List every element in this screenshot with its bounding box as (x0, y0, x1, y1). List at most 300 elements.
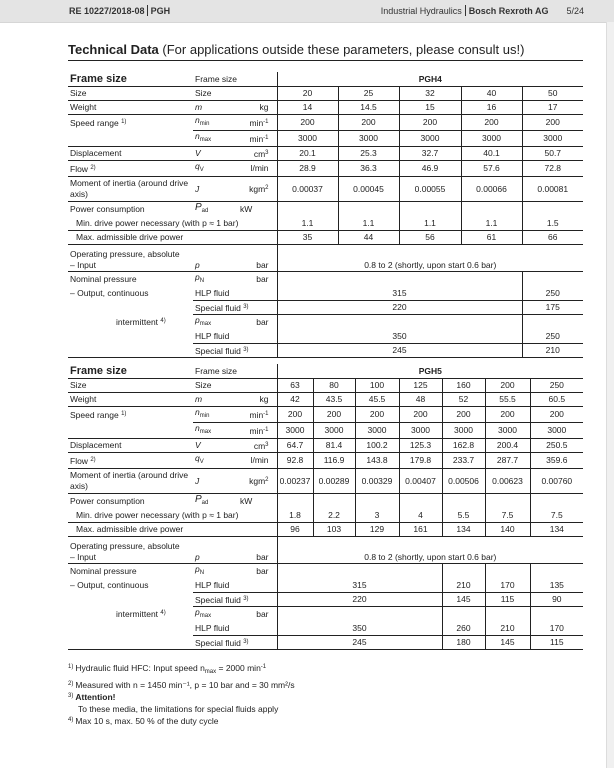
cell: 92.8 (277, 453, 313, 469)
cell: 16 (461, 101, 522, 115)
cell: 3 (355, 509, 399, 523)
page-number: 5/24 (566, 6, 584, 16)
row-label: Power consumption (70, 204, 145, 214)
row-unit: bar (256, 274, 269, 284)
row-unit (238, 147, 277, 161)
cell: 162.8 (442, 439, 485, 453)
cell: 1.5 (522, 217, 583, 231)
row-symbol: HLP fluid (193, 622, 277, 636)
footnote-text: Hydraulic fluid HFC: Input speed n (75, 663, 205, 673)
cell: 350 (277, 330, 522, 344)
cell: 200 (313, 407, 355, 423)
cell (530, 564, 583, 580)
row-symbol (193, 593, 277, 607)
cell: 250 (522, 287, 583, 301)
cell: 35 (277, 231, 338, 245)
cell (277, 607, 442, 623)
row-symbol (193, 423, 238, 439)
subscript: max (199, 321, 212, 327)
row-symbol: HLP fluid (193, 330, 277, 344)
label-text: intermittent (116, 317, 159, 328)
cell: 170 (530, 622, 583, 636)
cell: 25 (338, 87, 399, 101)
row-label: Weight (68, 101, 193, 115)
row-unit (238, 177, 277, 202)
symbol: p (195, 564, 200, 574)
page-title (68, 42, 583, 61)
row-label: Max. admissible drive power (68, 523, 277, 537)
table-row (68, 231, 583, 245)
cell: 134 (530, 523, 583, 537)
row-symbol (193, 131, 238, 147)
footnote-title: Attention! (75, 692, 116, 702)
symbol: n (195, 407, 200, 417)
footnote-ref: 2) (90, 456, 96, 463)
table-row (68, 579, 583, 593)
cell: 145 (485, 636, 530, 650)
cell: 50.7 (522, 147, 583, 161)
footnote-text: = 2000 min (216, 663, 261, 673)
cell: 3000 (530, 423, 583, 439)
row-unit: kg (238, 393, 277, 407)
subscript: V (199, 167, 204, 173)
cell: 20.1 (277, 147, 338, 161)
cell: 1.1 (338, 217, 399, 231)
row-label (68, 131, 193, 147)
cell: 200 (277, 115, 338, 131)
cell: 200 (485, 407, 530, 423)
frame-size-row (68, 364, 583, 379)
row-symbol: p (193, 537, 238, 564)
row-label: Max. admissible drive power (68, 231, 277, 245)
unit: cm (253, 148, 266, 159)
symbol: n (195, 131, 200, 141)
table-row (68, 407, 583, 423)
row-unit (238, 407, 277, 423)
cell (530, 607, 583, 623)
row-unit (238, 131, 277, 147)
footnote-1 (68, 662, 295, 679)
cell: 350 (277, 622, 442, 636)
cell: 7.5 (485, 509, 530, 523)
table-row (68, 131, 583, 147)
row-unit: kW (240, 496, 253, 506)
superscript: -1 (260, 664, 267, 670)
cell: 56 (399, 231, 461, 245)
cell: 315 (277, 287, 522, 301)
cell: 36.3 (338, 161, 399, 177)
superscript: -1 (263, 410, 269, 417)
unit: kgm (249, 476, 266, 486)
row-unit: l/min (238, 161, 277, 177)
label-text: – Input (70, 260, 96, 270)
cell: 140 (485, 523, 530, 537)
cell: 0.00066 (461, 177, 522, 202)
row-symbol: Size (193, 379, 277, 393)
footnote-ref: 3) (243, 346, 249, 353)
cell: 20 (277, 87, 338, 101)
row-label (68, 593, 193, 607)
cell: 200 (485, 379, 530, 393)
footnote-ref: 4) (160, 610, 166, 617)
cell: 125 (399, 379, 442, 393)
row-symbol: Size (193, 87, 277, 101)
table-row (68, 537, 583, 564)
table-row (68, 115, 583, 131)
cell: 250 (530, 379, 583, 393)
cell: 200 (355, 407, 399, 423)
cell: 179.8 (399, 453, 442, 469)
cell: 81.4 (313, 439, 355, 453)
table-row (68, 217, 583, 231)
row-unit: bar (238, 245, 277, 272)
cell: 200 (399, 407, 442, 423)
cell (313, 494, 355, 510)
cell: 72.8 (522, 161, 583, 177)
table-row (68, 494, 583, 510)
row-symbol (193, 115, 238, 131)
table-row (68, 101, 583, 115)
cell: 90 (530, 593, 583, 607)
footnote-number: 1) (68, 664, 74, 670)
row-label: – Output, continuous (70, 580, 149, 591)
cell: 1.1 (277, 217, 338, 231)
subscript: N (199, 278, 205, 284)
unit: cm (253, 440, 266, 451)
row-label: Displacement (68, 147, 193, 161)
row-unit: bar (256, 609, 269, 619)
row-unit: bar (256, 317, 269, 327)
cell: 210 (442, 579, 485, 593)
label-text: Special fluid (195, 345, 241, 356)
cell: 66 (522, 231, 583, 245)
symbol: n (195, 423, 200, 433)
frame-size-sym: Frame size (193, 72, 277, 87)
cell: 1.8 (277, 509, 313, 523)
row-label: Moment of inertia (around drive axis) (68, 177, 193, 202)
cell: 116.9 (313, 453, 355, 469)
row-unit (238, 439, 277, 453)
input-pressure-value: 0.8 to 2 (shortly, upon start 0.6 bar) (277, 245, 583, 272)
cell: 0.00081 (522, 177, 583, 202)
cell: 359.6 (530, 453, 583, 469)
company-name: Bosch Rexroth AG (468, 6, 549, 16)
row-symbol: HLP fluid (193, 287, 277, 301)
row-label: – Output, continuous (70, 288, 149, 299)
cell: 55.5 (485, 393, 530, 407)
row-label: Min. drive power necessary (with p ≈ 1 bar) (68, 217, 277, 231)
division: Industrial Hydraulics (380, 6, 462, 16)
cell: 3000 (277, 423, 313, 439)
table-row (68, 272, 583, 288)
row-symbol (193, 315, 238, 331)
row-symbol (193, 301, 277, 315)
cell (277, 202, 338, 218)
cell: 4 (399, 509, 442, 523)
cell (399, 202, 461, 218)
cell: 145 (442, 593, 485, 607)
row-label (68, 453, 193, 469)
row-label (68, 622, 193, 636)
tech-data-table-pgh5 (68, 364, 583, 650)
group-heading: PGH5 (277, 364, 583, 379)
cell: 200 (461, 115, 522, 131)
cell: 287.7 (485, 453, 530, 469)
cell: 0.00289 (313, 469, 355, 494)
cell: 25.3 (338, 147, 399, 161)
table-row (68, 301, 583, 315)
frame-size-row (68, 72, 583, 87)
cell: 63 (277, 379, 313, 393)
separator (465, 5, 466, 16)
cell: 7.5 (530, 509, 583, 523)
cell: 40.1 (461, 147, 522, 161)
row-symbol (193, 494, 238, 510)
cell: 200 (338, 115, 399, 131)
row-label (68, 301, 193, 315)
cell: 0.00760 (530, 469, 583, 494)
footnote-text: Measured with n = 1450 min⁻¹, p = 10 bar and = 30 mm²/s (75, 679, 295, 690)
cell: 3000 (399, 423, 442, 439)
footnote-ref: 3) (243, 638, 249, 645)
cell: 0.00037 (277, 177, 338, 202)
row-label (68, 245, 193, 272)
symbol: q (195, 453, 200, 463)
cell (522, 272, 583, 288)
footnote-text: Max 10 s, max. 50 % of the duty cycle (75, 716, 219, 726)
frame-size-heading: Frame size (68, 72, 193, 87)
frame-size-sym: Frame size (193, 364, 277, 379)
doc-reference (69, 5, 170, 16)
table-row (68, 87, 583, 101)
cell: 96 (277, 523, 313, 537)
superscript: -1 (263, 118, 269, 125)
table-row (68, 439, 583, 453)
cell (485, 564, 530, 580)
cell (442, 564, 485, 580)
table-row (68, 245, 583, 272)
cell: 200 (530, 407, 583, 423)
cell: 52 (442, 393, 485, 407)
symbol: q (195, 161, 200, 171)
symbol: n (195, 115, 200, 125)
row-unit: bar (256, 566, 269, 576)
title-bold: Technical Data (68, 42, 159, 57)
cell: 3000 (461, 131, 522, 147)
table-row (68, 161, 583, 177)
subscript: N (199, 570, 205, 576)
row-unit: kg (238, 101, 277, 115)
cell: 0.00407 (399, 469, 442, 494)
table-row (68, 453, 583, 469)
table-row (68, 636, 583, 650)
cell: 3000 (485, 423, 530, 439)
cell: 3000 (313, 423, 355, 439)
cell: 57.6 (461, 161, 522, 177)
cell: 40 (461, 87, 522, 101)
cell: 44 (338, 231, 399, 245)
row-symbol (193, 272, 238, 288)
row-unit: kW (240, 204, 253, 214)
table-row (68, 469, 583, 494)
row-label: Moment of inertia (around drive axis) (68, 469, 193, 494)
cell: 200 (442, 407, 485, 423)
label-text: Operating pressure, absolute (70, 249, 180, 259)
row-label (68, 161, 193, 177)
row-symbol (193, 607, 238, 623)
company-info (381, 5, 584, 16)
table-row (68, 202, 583, 218)
table-row (68, 423, 583, 439)
row-unit: l/min (238, 453, 277, 469)
footnote-ref: 1) (121, 118, 127, 125)
cell: 0.00506 (442, 469, 485, 494)
row-label (68, 636, 193, 650)
cell: 115 (530, 636, 583, 650)
separator (147, 5, 148, 16)
subscript: max (199, 613, 212, 619)
subscript: V (199, 459, 204, 465)
label-text: Flow (70, 163, 88, 174)
cell: 220 (277, 593, 442, 607)
cell: 3000 (522, 131, 583, 147)
footnote-number: 2) (68, 680, 74, 687)
label-text: Special fluid (195, 637, 241, 648)
symbol: P (195, 202, 202, 213)
cell (355, 494, 399, 510)
cell (522, 202, 583, 218)
row-label: Displacement (68, 439, 193, 453)
cell: 160 (442, 379, 485, 393)
row-label (68, 423, 193, 439)
cell: 250.5 (530, 439, 583, 453)
cell: 0.00045 (338, 177, 399, 202)
row-unit (238, 423, 277, 439)
cell: 60.5 (530, 393, 583, 407)
row-label: Power consumption (70, 496, 145, 506)
unit: kgm (249, 184, 266, 194)
cell: 125.3 (399, 439, 442, 453)
footnotes (68, 662, 295, 728)
input-pressure-value: 0.8 to 2 (shortly, upon start 0.6 bar) (277, 537, 583, 564)
row-symbol: J (193, 469, 238, 494)
table-row (68, 622, 583, 636)
unit: min (249, 133, 264, 144)
group-heading: PGH4 (277, 72, 583, 87)
row-label (68, 407, 193, 423)
row-symbol: V (193, 147, 238, 161)
cell: 14 (277, 101, 338, 115)
superscript: 2 (265, 477, 269, 483)
cell (522, 315, 583, 331)
doc-ref: RE 10227/2018-08 (69, 6, 145, 16)
cell: 233.7 (442, 453, 485, 469)
cell: 46.9 (399, 161, 461, 177)
cell: 1.1 (399, 217, 461, 231)
row-label: Weight (68, 393, 193, 407)
cell (338, 202, 399, 218)
row-label (68, 315, 193, 331)
footnote-ref: 2) (90, 164, 96, 171)
table-row (68, 393, 583, 407)
cell: 32.7 (399, 147, 461, 161)
frame-size-heading: Frame size (68, 364, 193, 379)
cell: 315 (277, 579, 442, 593)
subscript: ad (201, 208, 209, 214)
symbol: p (195, 272, 200, 282)
cell: 0.00055 (399, 177, 461, 202)
table-row (68, 564, 583, 580)
row-label (68, 330, 193, 344)
superscript: -1 (263, 134, 269, 141)
row-unit (238, 115, 277, 131)
superscript: 3 (265, 441, 269, 448)
cell (461, 202, 522, 218)
cell (277, 315, 522, 331)
table-row (68, 287, 583, 301)
cell: 17 (522, 101, 583, 115)
cell: 50 (522, 87, 583, 101)
label-text: – Input (70, 552, 96, 562)
cell (485, 607, 530, 623)
cell: 135 (530, 579, 583, 593)
row-label (68, 607, 193, 623)
unit: min (249, 117, 264, 128)
cell: 180 (442, 636, 485, 650)
cell: 175 (522, 301, 583, 315)
subscript: max (204, 669, 217, 675)
table-row (68, 315, 583, 331)
product-name: PGH (150, 6, 171, 16)
cell: 134 (442, 523, 485, 537)
cell: 3000 (338, 131, 399, 147)
table-row (68, 509, 583, 523)
subscript: min (199, 413, 210, 419)
label-text: intermittent (116, 609, 159, 620)
cell: 245 (277, 636, 442, 650)
cell: 45.5 (355, 393, 399, 407)
row-symbol: m (193, 393, 238, 407)
label-text: Flow (70, 455, 88, 466)
cell: 14.5 (338, 101, 399, 115)
cell: 80 (313, 379, 355, 393)
cell (485, 494, 530, 510)
title-rest: (For applications outside these parameters, please consult us!) (158, 42, 525, 57)
row-label: Nominal pressure (70, 274, 137, 284)
subscript: ad (201, 500, 209, 506)
row-symbol: J (193, 177, 238, 202)
row-label: Nominal pressure (70, 566, 137, 576)
row-unit: bar (238, 537, 277, 564)
cell: 0.00623 (485, 469, 530, 494)
cell: 48 (399, 393, 442, 407)
cell: 115 (485, 593, 530, 607)
superscript: -1 (263, 426, 269, 433)
subscript: max (199, 137, 212, 143)
row-symbol (193, 202, 238, 218)
subscript: max (199, 429, 212, 435)
footnote-number: 3) (68, 693, 74, 699)
table-row (68, 523, 583, 537)
row-label (68, 537, 193, 564)
cell: 0.00329 (355, 469, 399, 494)
cell: 32 (399, 87, 461, 101)
scrollbar-track[interactable] (606, 22, 614, 768)
cell: 3000 (277, 131, 338, 147)
tech-data-table-pgh4 (68, 72, 583, 358)
footnote-ref: 4) (160, 318, 166, 325)
table-row (68, 147, 583, 161)
